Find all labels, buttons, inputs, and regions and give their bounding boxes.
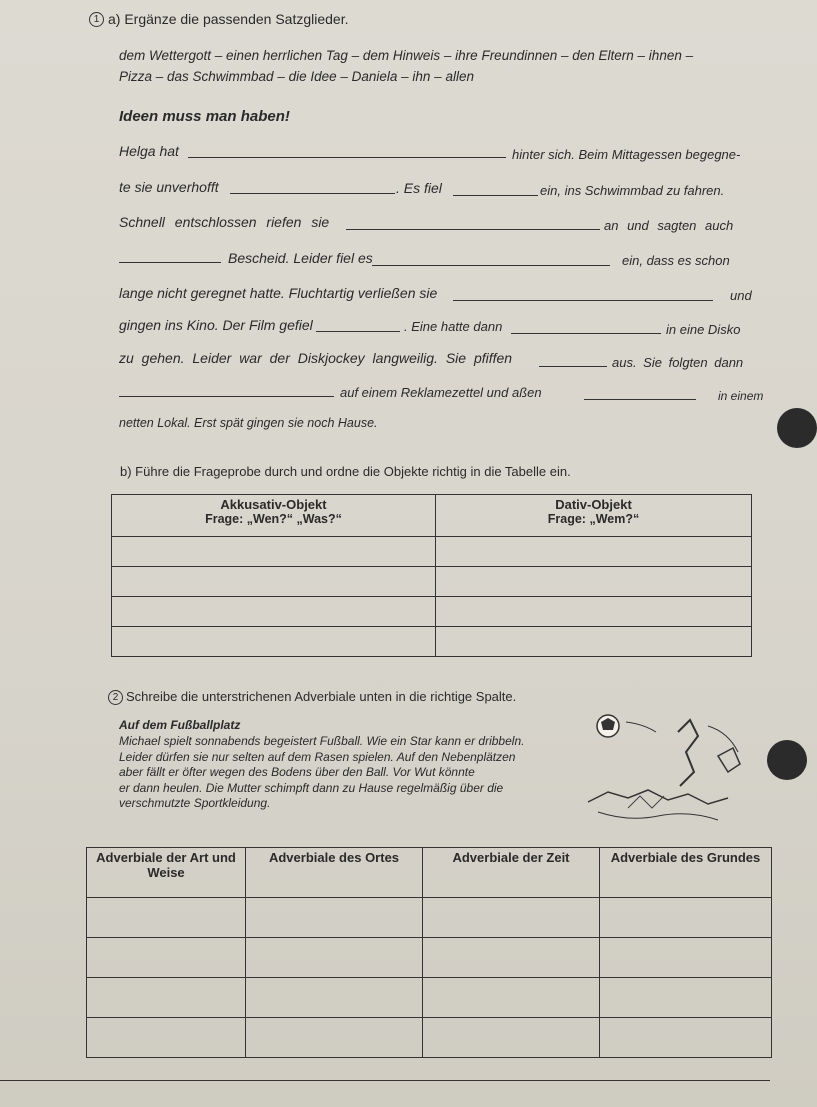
answer-blank[interactable] xyxy=(188,157,506,158)
table-cell[interactable] xyxy=(87,938,246,978)
table-cell[interactable] xyxy=(600,938,772,978)
answer-blank[interactable] xyxy=(539,366,607,367)
adverbial-table xyxy=(86,847,772,1058)
table-cell[interactable] xyxy=(423,898,600,938)
table-cell[interactable] xyxy=(600,978,772,1018)
table-cell[interactable] xyxy=(436,537,752,567)
story-line: Leider dürfen sie nur selten auf dem Rasen spielen. Auf den Nebenplätzen xyxy=(119,749,516,764)
table-cell[interactable] xyxy=(600,1018,772,1058)
gap-text-l4b: ein, dass es schon xyxy=(622,253,730,268)
table-cell[interactable] xyxy=(436,627,752,657)
gap-text-l6c: in eine Disko xyxy=(666,322,741,337)
table-cell[interactable] xyxy=(436,567,752,597)
gap-text-l2b: . Es fiel xyxy=(396,180,442,196)
gap-text-l8b: in einem xyxy=(718,389,764,403)
page-edge-line xyxy=(0,1080,770,1081)
gap-text-l6a: gingen ins Kino. Der Film gefiel xyxy=(119,317,313,333)
table-cell[interactable] xyxy=(87,1018,246,1058)
gap-text-l1b: hinter sich. Beim Mittagessen begegne- xyxy=(512,147,741,162)
gap-text-l1a: Helga hat xyxy=(119,143,179,159)
table-cell[interactable] xyxy=(423,938,600,978)
story-title-1: Ideen muss man haben! xyxy=(119,108,290,125)
gap-text-l6b: . Eine hatte dann xyxy=(404,319,503,334)
table-cell[interactable] xyxy=(436,597,752,627)
answer-blank[interactable] xyxy=(346,229,600,230)
gap-text-l4a: Bescheid. Leider fiel es xyxy=(228,250,373,266)
table-cell[interactable] xyxy=(87,978,246,1018)
story-title-2: Auf dem Fußballplatz xyxy=(119,718,241,732)
table-cell[interactable] xyxy=(112,597,436,627)
table-cell[interactable] xyxy=(246,1018,423,1058)
header-grund: Adverbiale des Grundes xyxy=(600,848,772,898)
answer-blank[interactable] xyxy=(372,265,610,266)
story-line: verschmutzte Sportkleidung. xyxy=(119,796,271,810)
answer-blank[interactable] xyxy=(119,396,334,397)
answer-blank[interactable] xyxy=(119,262,221,263)
adverbial-story xyxy=(119,734,524,812)
gap-text-l9a: netten Lokal. Erst spät gingen sie noch Hause. xyxy=(119,416,378,430)
header-zeit: Adverbiale der Zeit xyxy=(423,848,600,898)
task-number-1: 1 xyxy=(89,12,104,27)
story-line: Michael spielt sonnabends begeistert Fußball. Wie ein Star kann er dribbeln. xyxy=(119,734,525,748)
dativ-header: Dativ-Objekt Frage: „Wem?“ xyxy=(436,495,752,537)
gap-text-l8a: auf einem Reklamezettel und aßen xyxy=(340,385,542,400)
answer-blank[interactable] xyxy=(584,399,696,400)
table-cell[interactable] xyxy=(112,567,436,597)
punch-hole xyxy=(777,408,817,448)
word-bank-line-1: dem Wettergott – einen herrlichen Tag – dem Hinweis – ihre Freundinnen – den Eltern – ihnen – xyxy=(119,48,694,63)
gap-text-l5b: und xyxy=(730,288,752,303)
header-art-und-weise: Adverbiale der Art und Weise xyxy=(87,848,246,898)
gap-text-l3a: Schnell entschlossen riefen sie xyxy=(119,214,330,230)
story-line: er dann heulen. Die Mutter schimpft dann zu Hause regelmäßig über die xyxy=(119,780,504,795)
word-bank-line-2: Pizza – das Schwimmbad – die Idee – Daniela – ihn – allen xyxy=(119,69,474,84)
task-1a-heading: a) Ergänze die passenden Satzglieder. xyxy=(108,11,349,27)
answer-blank[interactable] xyxy=(316,331,400,332)
table-cell[interactable] xyxy=(423,1018,600,1058)
football-illustration xyxy=(568,712,768,842)
table-cell[interactable] xyxy=(246,978,423,1018)
task-1b-heading: b) Führe die Frageprobe durch und ordne die Objekte richtig in die Tabelle ein. xyxy=(120,464,571,479)
task-2-heading: Schreibe die unterstrichenen Adverbiale unten in die richtige Spalte. xyxy=(126,689,517,704)
answer-blank[interactable] xyxy=(453,300,713,301)
answer-blank[interactable] xyxy=(453,195,538,196)
gap-text-l5a: lange nicht geregnet hatte. Fluchtartig verließen sie xyxy=(119,285,438,301)
gap-text-l2c: ein, ins Schwimmbad zu fahren. xyxy=(540,183,725,198)
table-cell[interactable] xyxy=(600,898,772,938)
gap-text-l7b: aus. Sie folgten dann xyxy=(612,355,744,370)
answer-blank[interactable] xyxy=(230,193,395,194)
gap-text-l3b: an und sagten auch xyxy=(604,218,734,233)
gap-text-l7a: zu gehen. Leider war der Diskjockey langweilig. Sie pfiffen xyxy=(119,350,513,366)
header-ort: Adverbiale des Ortes xyxy=(246,848,423,898)
task-number-2: 2 xyxy=(108,690,123,705)
answer-blank[interactable] xyxy=(511,333,661,334)
table-cell[interactable] xyxy=(423,978,600,1018)
gap-text-l2a: te sie unverhofft xyxy=(119,179,219,195)
table-cell[interactable] xyxy=(112,627,436,657)
punch-hole xyxy=(767,740,807,780)
table-cell[interactable] xyxy=(246,898,423,938)
table-cell[interactable] xyxy=(112,537,436,567)
object-table xyxy=(111,494,752,657)
story-line: aber fällt er öfter wegen des Bodens über den Ball. Vor Wut könnte xyxy=(119,765,475,779)
table-cell[interactable] xyxy=(87,898,246,938)
akkusativ-header: Akkusativ-Objekt Frage: „Wen?“ „Was?“ xyxy=(112,495,436,537)
table-cell[interactable] xyxy=(246,938,423,978)
